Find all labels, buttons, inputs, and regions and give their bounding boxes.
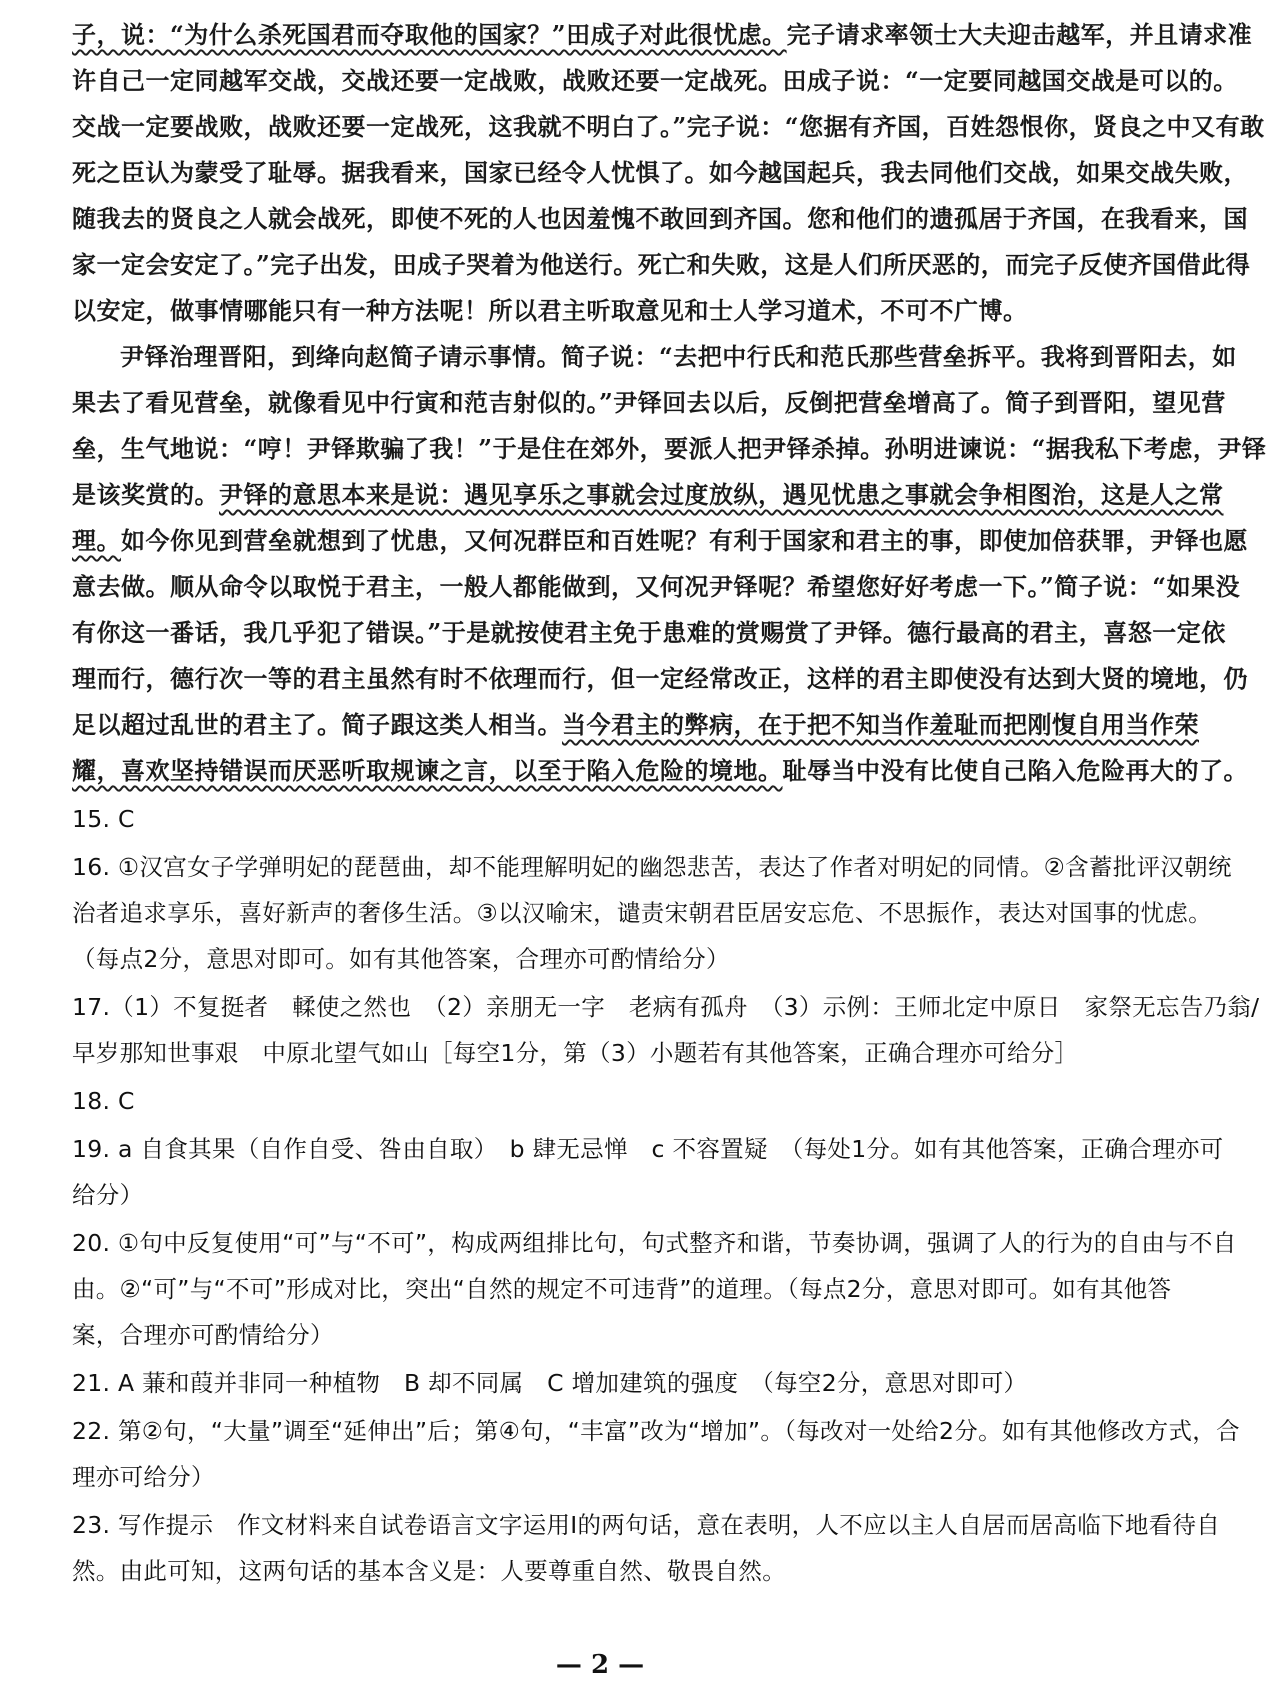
answer-23: 23. 写作提示 作文材料来自试卷语言文字运用Ⅰ的两句话，意在表明，人不应以主人自居而居高临下地看待自 bbox=[72, 1511, 1221, 1539]
translation-line: 有你这一番话，我几乎犯了错误。”于是就按使君主免于患难的赏赐赏了尹铎。德行最高的君主，喜怒一定依 bbox=[72, 618, 1226, 647]
translation-line: 以安定，做事情哪能只有一种方法呢！所以君主听取意见和士人学习道术，不可不广博。 bbox=[72, 296, 1028, 325]
translation-line: 家一定会安定了。”完子出发，田成子哭着为他送行。死亡和失败，这是人们所厌恶的，而完子反使齐国借此得 bbox=[72, 250, 1251, 279]
translation-line: 子，说：“为什么杀死国君而夺取他的国家？”田成子对此很忧虑。完子请求率领士大夫迎击越军，并且请求准 bbox=[72, 20, 1253, 49]
answer-20: 20. ①句中反复使用“可”与“不可”，构成两组排比句，句式整齐和谐，节奏协调，强调了人的行为的自由与不自 bbox=[72, 1229, 1237, 1257]
answer-19-cont: 给分） bbox=[72, 1181, 144, 1209]
underlined-sentence: 耀，喜欢坚持错误而厌恶听取规谏之言，以至于陷入危险的境地。 bbox=[72, 756, 783, 785]
translation-line: 理而行，德行次一等的君主虽然有时不依理而行，但一定经常改正，这样的君主即使没有达到大贤的境地，仍 bbox=[72, 664, 1248, 693]
underlined-sentence: 尹铎的意思本来是说：遇见享乐之事就会过度放纵，遇见忧患之事就会争相图治，这是人之常 bbox=[219, 480, 1224, 509]
translation-line: 死之臣认为蒙受了耻辱。据我看来，国家已经令人忧惧了。如今越国起兵，我去同他们交战，如果交战失败， bbox=[72, 158, 1248, 187]
translation-line: 意去做。顺从命令以取悦于君主，一般人都能做到，又何况尹铎呢？希望您好好考虑一下。”简子说：“如果没 bbox=[72, 572, 1241, 601]
page-number: — 2 — bbox=[555, 1650, 645, 1680]
translation-line: 果去了看见营垒，就像看见中行寅和范吉射似的。”尹铎回去以后，反倒把营垒增高了。简子到晋阳，望见营 bbox=[72, 388, 1226, 417]
answer-16-cont: 治者追求享乐，喜好新声的奢侈生活。③以汉喻宋，谴责宋朝君臣居安忘危、不思振作，表达对国事的忧虑。 bbox=[72, 899, 1212, 927]
answer-22-cont: 理亦可给分） bbox=[72, 1463, 215, 1491]
translation-line: 垒，生气地说：“哼！尹铎欺骗了我！”于是住在郊外，要派人把尹铎杀掉。孙明进谏说：“据我私下考虑，尹铎 bbox=[72, 434, 1266, 463]
translation-line: 理。如今你见到营垒就想到了忧患，又何况群臣和百姓呢？有利于国家和君主的事，即使加倍获罪，尹铎也愿 bbox=[72, 526, 1248, 555]
answer-17-cont: 早岁那知世事艰 中原北望气如山［每空1分，第（3）小题若有其他答案，正确合理亦可给分］ bbox=[72, 1039, 1079, 1067]
translation-paragraph-start: 尹铎治理晋阳，到绛向赵简子请示事情。简子说：“去把中行氏和范氏那些营垒拆平。我将到晋阳去，如 bbox=[120, 342, 1237, 371]
underlined-sentence: 子，说：“为什么杀死国君而夺取他的国家？”田成子对此很忧虑。 bbox=[72, 20, 787, 49]
translation-line: 交战一定要战败，战败还要一定战死，这我就不明白了。”完子说：“您据有齐国，百姓怨恨你，贤良之中又有敢 bbox=[72, 112, 1265, 141]
translation-line: 许自己一定同越军交战，交战还要一定战败，战败还要一定战死。田成子说：“一定要同越国交战是可以的。 bbox=[72, 66, 1238, 95]
translation-line: 是该奖赏的。尹铎的意思本来是说：遇见享乐之事就会过度放纵，遇见忧患之事就会争相图治，这是人之常 bbox=[72, 480, 1224, 509]
answer-19: 19. a 自食其果（自作自受、咎由自取） b 肆无忌惮 c 不容置疑 （每处1分。如有其他答案，正确合理亦可 bbox=[72, 1135, 1224, 1163]
answer-20-scoring: 案，合理亦可酌情给分） bbox=[72, 1321, 334, 1349]
answer-18: 18. C bbox=[72, 1087, 135, 1115]
translation-line: 足以超过乱世的君主了。简子跟这类人相当。当今君主的弊病，在于把不知当作羞耻而把刚愎自用当作荣 bbox=[72, 710, 1199, 739]
answer-21: 21. A 蒹和葭并非同一种植物 B 却不同属 C 增加建筑的强度 （每空2分，意思对即可） bbox=[72, 1369, 1028, 1397]
answer-15: 15. C bbox=[72, 805, 135, 833]
underlined-sentence: 当今君主的弊病，在于把不知当作羞耻而把刚愎自用当作荣 bbox=[562, 710, 1199, 739]
translation-line: 随我去的贤良之人就会战死，即使不死的人也因羞愧不敢回到齐国。您和他们的遗孤居于齐国，在我看来，国 bbox=[72, 204, 1248, 233]
answer-22: 22. 第②句，“大量”调至“延伸出”后；第④句，“丰富”改为“增加”。（每改对一处给2分。如有其他修改方式，合 bbox=[72, 1417, 1240, 1445]
underlined-sentence: 理。 bbox=[72, 526, 121, 555]
answer-20-cont: 由。②“可”与“不可”形成对比，突出“自然的规定不可违背”的道理。（每点2分，意思对即可。如有其他答 bbox=[72, 1275, 1172, 1303]
answer-17: 17.（1）不复挺者 輮使之然也 （2）亲朋无一字 老病有孤舟 （3）示例：王师北定中原日 家祭无忘告乃翁/ bbox=[72, 993, 1260, 1021]
answer-16-scoring: （每点2分，意思对即可。如有其他答案，合理亦可酌情给分） bbox=[72, 945, 730, 973]
answer-16: 16. ①汉宫女子学弹明妃的琵琶曲，却不能理解明妃的幽怨悲苦，表达了作者对明妃的同情。②含蓄批评汉朝统 bbox=[72, 853, 1232, 881]
translation-line: 耀，喜欢坚持错误而厌恶听取规谏之言，以至于陷入危险的境地。耻辱当中没有比使自己陷入危险再大的了。 bbox=[72, 756, 1248, 785]
answer-23-cont: 然。由此可知，这两句话的基本含义是：人要尊重自然、敬畏自然。 bbox=[72, 1557, 786, 1585]
